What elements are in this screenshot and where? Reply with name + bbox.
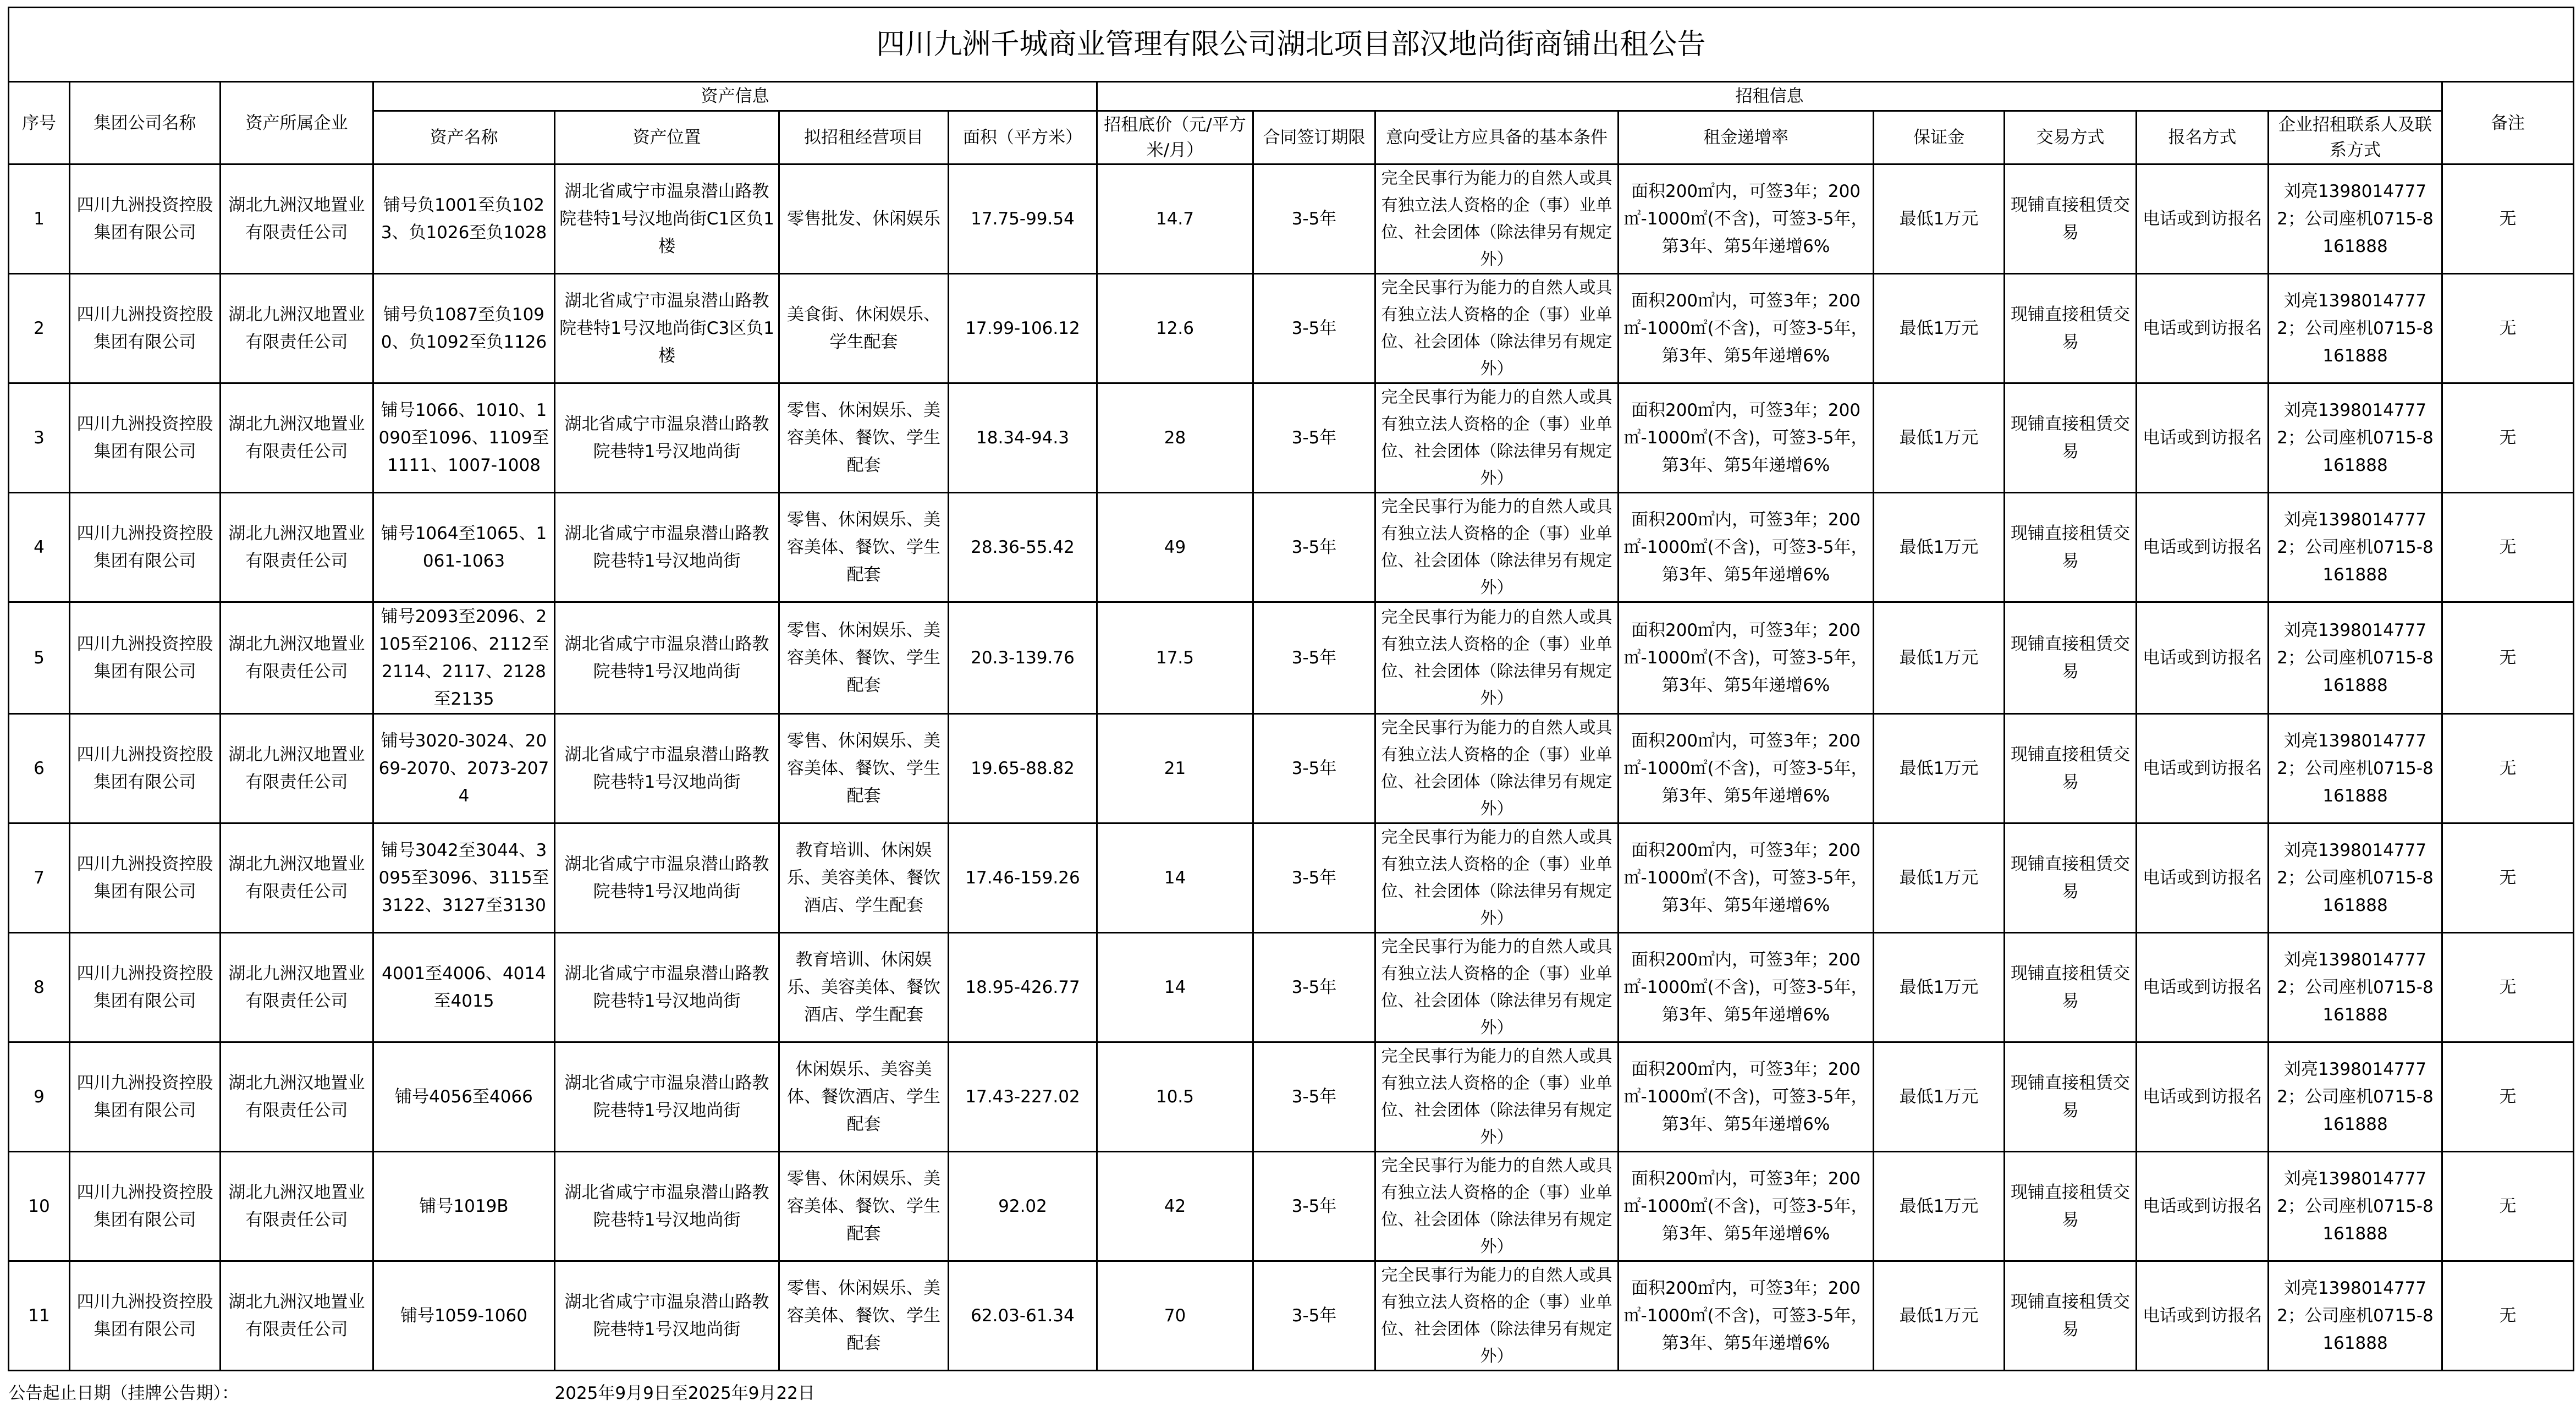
cell-increase: 面积200㎡内，可签3年；200㎡-1000㎡(不含)，可签3-5年，第3年、第5年递增6% <box>1619 1261 1874 1371</box>
cell-signup-method: 电话或到访报名 <box>2137 1152 2269 1261</box>
table-row <box>9 493 2574 602</box>
cell-seq: 10 <box>9 1152 70 1261</box>
table-row <box>9 1261 2574 1371</box>
cell-seq: 7 <box>9 823 70 933</box>
cell-group-company: 四川九洲投资控股集团有限公司 <box>70 1261 221 1371</box>
footer-row <box>9 1371 2574 1416</box>
table-row <box>9 602 2574 714</box>
table-row <box>9 1152 2574 1261</box>
table-row <box>9 164 2574 274</box>
cell-contact: 刘亮13980147772；公司座机0715-8161888 <box>2269 1042 2442 1152</box>
cell-increase: 面积200㎡内，可签3年；200㎡-1000㎡(不含)，可签3-5年，第3年、第5年递增6% <box>1619 823 1874 933</box>
cell-business: 零售、休闲娱乐、美容美体、餐饮、学生配套 <box>779 1152 949 1261</box>
cell-seq: 3 <box>9 383 70 493</box>
cell-seq: 5 <box>9 602 70 714</box>
cell-owner-company: 湖北九洲汉地置业有限责任公司 <box>221 383 373 493</box>
cell-contact: 刘亮13980147772；公司座机0715-8161888 <box>2269 164 2442 274</box>
cell-base-price: 14.7 <box>1097 164 1253 274</box>
group-header-tender-info: 招租信息 <box>1097 82 2442 111</box>
cell-term: 3-5年 <box>1253 383 1375 493</box>
cell-base-price: 21 <box>1097 714 1253 823</box>
cell-term: 3-5年 <box>1253 1152 1375 1261</box>
cell-term: 3-5年 <box>1253 493 1375 602</box>
cell-base-price: 17.5 <box>1097 602 1253 714</box>
cell-asset-location: 湖北省咸宁市温泉潜山路教院巷特1号汉地尚街 <box>555 933 779 1042</box>
cell-business: 教育培训、休闲娱乐、美容美体、餐饮酒店、学生配套 <box>779 933 949 1042</box>
cell-asset-location: 湖北省咸宁市温泉潜山路教院巷特1号汉地尚街C1区负1楼 <box>555 164 779 274</box>
cell-increase: 面积200㎡内，可签3年；200㎡-1000㎡(不含)，可签3-5年，第3年、第5年递增6% <box>1619 933 1874 1042</box>
cell-signup-method: 电话或到访报名 <box>2137 1261 2269 1371</box>
cell-group-company: 四川九洲投资控股集团有限公司 <box>70 714 221 823</box>
cell-asset-location: 湖北省咸宁市温泉潜山路教院巷特1号汉地尚街 <box>555 714 779 823</box>
cell-base-price: 28 <box>1097 383 1253 493</box>
cell-asset-location: 湖北省咸宁市温泉潜山路教院巷特1号汉地尚街 <box>555 383 779 493</box>
group-header-asset-info: 资产信息 <box>373 82 1097 111</box>
cell-asset-name: 铺号1019B <box>373 1152 555 1261</box>
cell-area: 20.3-139.76 <box>949 602 1097 714</box>
cell-contact: 刘亮13980147772；公司座机0715-8161888 <box>2269 274 2442 383</box>
cell-asset-name: 铺号1066、1010、1090至1096、1109至1111、1007-1008 <box>373 383 555 493</box>
cell-area: 92.02 <box>949 1152 1097 1261</box>
cell-owner-company: 湖北九洲汉地置业有限责任公司 <box>221 714 373 823</box>
cell-base-price: 10.5 <box>1097 1042 1253 1152</box>
cell-deposit: 最低1万元 <box>1874 164 2005 274</box>
cell-term: 3-5年 <box>1253 274 1375 383</box>
cell-signup-method: 电话或到访报名 <box>2137 602 2269 714</box>
cell-contact: 刘亮13980147772；公司座机0715-8161888 <box>2269 602 2442 714</box>
cell-deposit: 最低1万元 <box>1874 1261 2005 1371</box>
cell-remark: 无 <box>2442 383 2574 493</box>
cell-group-company: 四川九洲投资控股集团有限公司 <box>70 823 221 933</box>
cell-conditions: 完全民事行为能力的自然人或具有独立法人资格的企（事）业单位、社会团体（除法律另有规定外） <box>1375 1261 1619 1371</box>
header-base-price: 招租底价（元/平方米/月） <box>1097 111 1253 164</box>
cell-seq: 8 <box>9 933 70 1042</box>
cell-remark: 无 <box>2442 823 2574 933</box>
header-area: 面积（平方米） <box>949 111 1097 164</box>
cell-term: 3-5年 <box>1253 164 1375 274</box>
cell-trade-method: 现铺直接租赁交易 <box>2005 383 2137 493</box>
cell-trade-method: 现铺直接租赁交易 <box>2005 714 2137 823</box>
cell-asset-name: 铺号1064至1065、1061-1063 <box>373 493 555 602</box>
cell-signup-method: 电话或到访报名 <box>2137 1042 2269 1152</box>
cell-asset-name: 4001至4006、4014至4015 <box>373 933 555 1042</box>
cell-conditions: 完全民事行为能力的自然人或具有独立法人资格的企（事）业单位、社会团体（除法律另有规定外） <box>1375 714 1619 823</box>
cell-conditions: 完全民事行为能力的自然人或具有独立法人资格的企（事）业单位、社会团体（除法律另有规定外） <box>1375 493 1619 602</box>
cell-signup-method: 电话或到访报名 <box>2137 383 2269 493</box>
cell-asset-name: 铺号负1001至负1023、负1026至负1028 <box>373 164 555 274</box>
cell-asset-location: 湖北省咸宁市温泉潜山路教院巷特1号汉地尚街 <box>555 493 779 602</box>
cell-owner-company: 湖北九洲汉地置业有限责任公司 <box>221 823 373 933</box>
cell-base-price: 42 <box>1097 1152 1253 1261</box>
header-contact: 企业招租联系人及联系方式 <box>2269 111 2442 164</box>
cell-increase: 面积200㎡内，可签3年；200㎡-1000㎡(不含)，可签3-5年，第3年、第5年递增6% <box>1619 164 1874 274</box>
cell-increase: 面积200㎡内，可签3年；200㎡-1000㎡(不含)，可签3-5年，第3年、第5年递增6% <box>1619 1152 1874 1261</box>
cell-seq: 11 <box>9 1261 70 1371</box>
cell-owner-company: 湖北九洲汉地置业有限责任公司 <box>221 933 373 1042</box>
cell-contact: 刘亮13980147772；公司座机0715-8161888 <box>2269 383 2442 493</box>
cell-signup-method: 电话或到访报名 <box>2137 274 2269 383</box>
header-group-company: 集团公司名称 <box>70 82 221 164</box>
header-term: 合同签订期限 <box>1253 111 1375 164</box>
cell-term: 3-5年 <box>1253 823 1375 933</box>
cell-area: 17.46-159.26 <box>949 823 1097 933</box>
cell-increase: 面积200㎡内，可签3年；200㎡-1000㎡(不含)，可签3-5年，第3年、第5年递增6% <box>1619 602 1874 714</box>
cell-remark: 无 <box>2442 493 2574 602</box>
cell-base-price: 70 <box>1097 1261 1253 1371</box>
cell-owner-company: 湖北九洲汉地置业有限责任公司 <box>221 1042 373 1152</box>
announcement-sheet <box>8 7 2573 1415</box>
cell-deposit: 最低1万元 <box>1874 714 2005 823</box>
cell-asset-location: 湖北省咸宁市温泉潜山路教院巷特1号汉地尚街 <box>555 1261 779 1371</box>
table-row <box>9 274 2574 383</box>
announcement-period-label: 公告起止日期（挂牌公告期）： <box>8 1383 239 1403</box>
cell-seq: 4 <box>9 493 70 602</box>
cell-group-company: 四川九洲投资控股集团有限公司 <box>70 933 221 1042</box>
cell-area: 17.75-99.54 <box>949 164 1097 274</box>
cell-signup-method: 电话或到访报名 <box>2137 164 2269 274</box>
cell-group-company: 四川九洲投资控股集团有限公司 <box>70 274 221 383</box>
cell-business: 教育培训、休闲娱乐、美容美体、餐饮酒店、学生配套 <box>779 823 949 933</box>
cell-conditions: 完全民事行为能力的自然人或具有独立法人资格的企（事）业单位、社会团体（除法律另有规定外） <box>1375 164 1619 274</box>
cell-group-company: 四川九洲投资控股集团有限公司 <box>70 383 221 493</box>
cell-group-company: 四川九洲投资控股集团有限公司 <box>70 1152 221 1261</box>
cell-deposit: 最低1万元 <box>1874 493 2005 602</box>
cell-remark: 无 <box>2442 274 2574 383</box>
cell-owner-company: 湖北九洲汉地置业有限责任公司 <box>221 602 373 714</box>
cell-asset-name: 铺号1059-1060 <box>373 1261 555 1371</box>
cell-term: 3-5年 <box>1253 602 1375 714</box>
cell-base-price: 12.6 <box>1097 274 1253 383</box>
cell-base-price: 14 <box>1097 933 1253 1042</box>
cell-increase: 面积200㎡内，可签3年；200㎡-1000㎡(不含)，可签3-5年，第3年、第5年递增6% <box>1619 714 1874 823</box>
cell-increase: 面积200㎡内，可签3年；200㎡-1000㎡(不含)，可签3-5年，第3年、第5年递增6% <box>1619 1042 1874 1152</box>
header-asset-location: 资产位置 <box>555 111 779 164</box>
cell-trade-method: 现铺直接租赁交易 <box>2005 933 2137 1042</box>
rental-table <box>8 7 2574 1415</box>
cell-seq: 9 <box>9 1042 70 1152</box>
cell-remark: 无 <box>2442 1042 2574 1152</box>
cell-deposit: 最低1万元 <box>1874 602 2005 714</box>
cell-business: 零售、休闲娱乐、美容美体、餐饮、学生配套 <box>779 493 949 602</box>
cell-asset-location: 湖北省咸宁市温泉潜山路教院巷特1号汉地尚街 <box>555 602 779 714</box>
cell-trade-method: 现铺直接租赁交易 <box>2005 164 2137 274</box>
cell-business: 零售、休闲娱乐、美容美体、餐饮、学生配套 <box>779 383 949 493</box>
cell-deposit: 最低1万元 <box>1874 823 2005 933</box>
cell-business: 零售、休闲娱乐、美容美体、餐饮、学生配套 <box>779 602 949 714</box>
cell-remark: 无 <box>2442 714 2574 823</box>
cell-asset-location: 湖北省咸宁市温泉潜山路教院巷特1号汉地尚街C3区负1楼 <box>555 274 779 383</box>
cell-area: 18.34-94.3 <box>949 383 1097 493</box>
table-row <box>9 933 2574 1042</box>
header-business: 拟招租经营项目 <box>779 111 949 164</box>
cell-area: 19.65-88.82 <box>949 714 1097 823</box>
cell-seq: 2 <box>9 274 70 383</box>
header-remark: 备注 <box>2442 82 2574 164</box>
cell-trade-method: 现铺直接租赁交易 <box>2005 1042 2137 1152</box>
cell-conditions: 完全民事行为能力的自然人或具有独立法人资格的企（事）业单位、社会团体（除法律另有规定外） <box>1375 1152 1619 1261</box>
cell-area: 17.43-227.02 <box>949 1042 1097 1152</box>
header-asset-name: 资产名称 <box>373 111 555 164</box>
cell-signup-method: 电话或到访报名 <box>2137 714 2269 823</box>
cell-contact: 刘亮13980147772；公司座机0715-8161888 <box>2269 823 2442 933</box>
cell-business: 休闲娱乐、美容美体、餐饮酒店、学生配套 <box>779 1042 949 1152</box>
cell-asset-name: 铺号负1087至负1090、负1092至负1126 <box>373 274 555 383</box>
header-seq: 序号 <box>9 82 70 164</box>
cell-term: 3-5年 <box>1253 714 1375 823</box>
table-row <box>9 714 2574 823</box>
cell-base-price: 14 <box>1097 823 1253 933</box>
header-owner-company: 资产所属企业 <box>221 82 373 164</box>
cell-trade-method: 现铺直接租赁交易 <box>2005 823 2137 933</box>
cell-deposit: 最低1万元 <box>1874 933 2005 1042</box>
cell-conditions: 完全民事行为能力的自然人或具有独立法人资格的企（事）业单位、社会团体（除法律另有规定外） <box>1375 383 1619 493</box>
cell-contact: 刘亮13980147772；公司座机0715-8161888 <box>2269 493 2442 602</box>
cell-area: 28.36-55.42 <box>949 493 1097 602</box>
cell-signup-method: 电话或到访报名 <box>2137 823 2269 933</box>
cell-asset-location: 湖北省咸宁市温泉潜山路教院巷特1号汉地尚街 <box>555 1152 779 1261</box>
cell-remark: 无 <box>2442 933 2574 1042</box>
cell-asset-location: 湖北省咸宁市温泉潜山路教院巷特1号汉地尚街 <box>555 1042 779 1152</box>
cell-area: 17.99-106.12 <box>949 274 1097 383</box>
cell-deposit: 最低1万元 <box>1874 274 2005 383</box>
cell-remark: 无 <box>2442 164 2574 274</box>
cell-deposit: 最低1万元 <box>1874 1152 2005 1261</box>
cell-trade-method: 现铺直接租赁交易 <box>2005 493 2137 602</box>
cell-conditions: 完全民事行为能力的自然人或具有独立法人资格的企（事）业单位、社会团体（除法律另有规定外） <box>1375 823 1619 933</box>
cell-contact: 刘亮13980147772；公司座机0715-8161888 <box>2269 714 2442 823</box>
cell-contact: 刘亮13980147772；公司座机0715-8161888 <box>2269 1261 2442 1371</box>
cell-term: 3-5年 <box>1253 1261 1375 1371</box>
cell-seq: 6 <box>9 714 70 823</box>
header-deposit: 保证金 <box>1874 111 2005 164</box>
header-increase: 租金递增率 <box>1619 111 1874 164</box>
cell-contact: 刘亮13980147772；公司座机0715-8161888 <box>2269 933 2442 1042</box>
cell-remark: 无 <box>2442 1152 2574 1261</box>
cell-trade-method: 现铺直接租赁交易 <box>2005 1261 2137 1371</box>
cell-business: 零售、休闲娱乐、美容美体、餐饮、学生配套 <box>779 714 949 823</box>
cell-asset-location: 湖北省咸宁市温泉潜山路教院巷特1号汉地尚街 <box>555 823 779 933</box>
cell-remark: 无 <box>2442 1261 2574 1371</box>
cell-increase: 面积200㎡内，可签3年；200㎡-1000㎡(不含)，可签3-5年，第3年、第5年递增6% <box>1619 383 1874 493</box>
cell-conditions: 完全民事行为能力的自然人或具有独立法人资格的企（事）业单位、社会团体（除法律另有规定外） <box>1375 274 1619 383</box>
cell-business: 美食街、休闲娱乐、学生配套 <box>779 274 949 383</box>
header-trade-method: 交易方式 <box>2005 111 2137 164</box>
cell-conditions: 完全民事行为能力的自然人或具有独立法人资格的企（事）业单位、社会团体（除法律另有规定外） <box>1375 933 1619 1042</box>
cell-asset-name: 铺号4056至4066 <box>373 1042 555 1152</box>
cell-increase: 面积200㎡内，可签3年；200㎡-1000㎡(不含)，可签3-5年，第3年、第5年递增6% <box>1619 274 1874 383</box>
cell-group-company: 四川九洲投资控股集团有限公司 <box>70 1042 221 1152</box>
cell-remark: 无 <box>2442 602 2574 714</box>
cell-signup-method: 电话或到访报名 <box>2137 933 2269 1042</box>
cell-seq: 1 <box>9 164 70 274</box>
header-signup-method: 报名方式 <box>2137 111 2269 164</box>
cell-trade-method: 现铺直接租赁交易 <box>2005 274 2137 383</box>
cell-deposit: 最低1万元 <box>1874 383 2005 493</box>
cell-term: 3-5年 <box>1253 1042 1375 1152</box>
table-row <box>9 1042 2574 1152</box>
table-body <box>9 164 2574 1416</box>
cell-business: 零售批发、休闲娱乐 <box>779 164 949 274</box>
announcement-period-value: 2025年9月9日至2025年9月22日 <box>554 1383 815 1403</box>
cell-owner-company: 湖北九洲汉地置业有限责任公司 <box>221 1152 373 1261</box>
cell-owner-company: 湖北九洲汉地置业有限责任公司 <box>221 164 373 274</box>
cell-group-company: 四川九洲投资控股集团有限公司 <box>70 493 221 602</box>
header-conditions: 意向受让方应具备的基本条件 <box>1375 111 1619 164</box>
table-row <box>9 383 2574 493</box>
cell-area: 18.95-426.77 <box>949 933 1097 1042</box>
cell-asset-name: 铺号2093至2096、2105至2106、2112至2114、2117、2128至2135 <box>373 602 555 714</box>
cell-owner-company: 湖北九洲汉地置业有限责任公司 <box>221 1261 373 1371</box>
cell-owner-company: 湖北九洲汉地置业有限责任公司 <box>221 493 373 602</box>
cell-conditions: 完全民事行为能力的自然人或具有独立法人资格的企（事）业单位、社会团体（除法律另有规定外） <box>1375 602 1619 714</box>
cell-asset-name: 铺号3020-3024、2069-2070、2073-2074 <box>373 714 555 823</box>
cell-business: 零售、休闲娱乐、美容美体、餐饮、学生配套 <box>779 1261 949 1371</box>
cell-trade-method: 现铺直接租赁交易 <box>2005 602 2137 714</box>
cell-term: 3-5年 <box>1253 933 1375 1042</box>
cell-area: 62.03-61.34 <box>949 1261 1097 1371</box>
cell-deposit: 最低1万元 <box>1874 1042 2005 1152</box>
cell-asset-name: 铺号3042至3044、3095至3096、3115至3122、3127至3130 <box>373 823 555 933</box>
page-title: 四川九洲千城商业管理有限公司湖北项目部汉地尚街商铺出租公告 <box>9 8 2574 82</box>
cell-increase: 面积200㎡内，可签3年；200㎡-1000㎡(不含)，可签3-5年，第3年、第5年递增6% <box>1619 493 1874 602</box>
cell-trade-method: 现铺直接租赁交易 <box>2005 1152 2137 1261</box>
cell-owner-company: 湖北九洲汉地置业有限责任公司 <box>221 274 373 383</box>
cell-base-price: 49 <box>1097 493 1253 602</box>
cell-group-company: 四川九洲投资控股集团有限公司 <box>70 164 221 274</box>
cell-signup-method: 电话或到访报名 <box>2137 493 2269 602</box>
cell-conditions: 完全民事行为能力的自然人或具有独立法人资格的企（事）业单位、社会团体（除法律另有规定外） <box>1375 1042 1619 1152</box>
table-row <box>9 823 2574 933</box>
cell-group-company: 四川九洲投资控股集团有限公司 <box>70 602 221 714</box>
cell-contact: 刘亮13980147772；公司座机0715-8161888 <box>2269 1152 2442 1261</box>
